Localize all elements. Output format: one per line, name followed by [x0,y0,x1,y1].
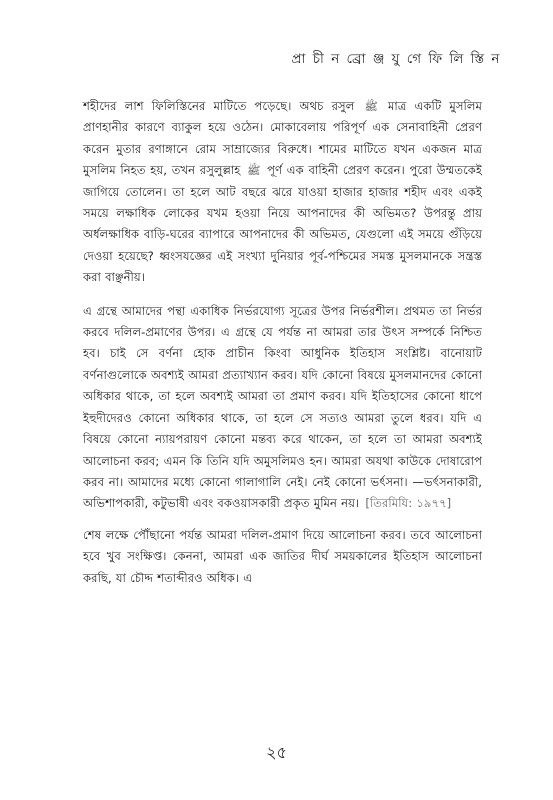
paragraph-2-text: এ গ্রন্থে আমাদের পন্থা একাধিক নির্ভরযোগ্য সূত্রের উপর নির্ভরশীল। প্রথমত তা নির্ভর করবে দলিল-প্রমাণের উপর। এ গ্রন্থে যে পর্যন্ত না আমরা তার উৎস সম্পর্কে নিশ্চিত হব। চাই সে বর্ণনা হোক প্রাচীন কিংবা আধুনিক ইতিহাস সংশ্লিষ্ট। বানোয়াট বর্ণনাগুলোকে অবশ্যই আমরা প্রত্যাখ্যান করব। যদি কোনো বিষয়ে মুসলমানদের কোনো অধিকার থাকে, তা হলে অবশ্যই আমরা তা প্রমাণ করব। যদি ইতিহাসের কোনো ধাপে ইহুদীদেরও কোনো অধিকার থাকে, তা হলে সে সত্যও আমরা তুলে ধরব। যদি এ বিষয়ে কোনো ন্যায়পরায়ণ কোনো মন্তব্য করে থাকেন, তা হলে তা আমরা অবশ্যই আলোচনা করব; এমন কি তিনি যদি অমুসলিমও হন। আমরা অযথা কাউকে দোষারোপ করব না। আমাদের মধ্যে কোনো গালাগালি নেই। নেই কোনো ভর্ৎসনা। —ভর্ৎসনাকারী, অভিশাপকারী, কটুভাষী এবং বকওয়াসকারী প্রকৃত মুমিন নয়। [83,303,482,511]
paragraph-3-text: শেষ লক্ষে পৌঁছানো পর্যন্ত আমরা দলিল-প্রমাণ দিয়ে আলোচনা করব। তবে আলোচনা হবে খুব সংক্ষিপ্ত। কেননা, আমরা এক জাতির দীর্ঘ সময়কালের ইতিহাস আলোচনা করছি, যা চৌদ্দ শতাব্দীরও অধিক। এ [83,527,482,585]
salutation-symbol: ﷺ [364,100,378,113]
paragraph-1-part-1: শহীদের লাশ ফিলিস্তিনের মাটিতে পড়েছে। অথচ রসুল [83,99,355,113]
salutation-symbol: ﷺ [247,164,261,178]
running-head: প্রা চী ন ব্রো ঞ্জ যু গে ফি লি স্তি ন [291,51,501,67]
paragraph-2 [83,301,482,515]
paragraph-3 [83,525,482,589]
page-number: ২৫ [266,743,287,762]
paragraph-1-part-3: পূর্ণ এক বাহিনী প্রেরণ করেন। পুরো উম্মতকেই জাগিয়ে তোলেন। তা হলে আট বছরে ঝরে যাওয়া হাজার হাজার শহীদ এবং একই সময়ে লক্ষাধিক লোকের যখম হওয়া নিয়ে আপনাদের কী অভিমত? উপরন্তু প্রায় অর্ধলক্ষাধিক বাড়ি-ঘরের ব্যাপারে আপনাদের কী অভিমত, যেগুলো এই সময়ে গুঁড়িয়ে দেওয়া হয়েছে? ধ্বংসযজ্ঞের এই সংখ্যা দুনিয়ার পূর্ব-পশ্চিমের সমস্ত মুসলমানকে সন্ত্রস্ত করা বাঞ্ছনীয়। [83,163,482,285]
body-text [83,96,482,599]
paragraph-1 [83,96,482,289]
citation-reference: [তিরমিযি: ১৯৭৭] [365,496,452,511]
paragraph-1-part-2: মাত্র একটি মুসলিম প্রাণহানীর কারণে ব্যাকুল হয়ে ওঠেন। মোকাবেলায় পরিপূর্ণ এক সেনাবাহিনী প্রেরণ করেন মুতার রণাঙ্গানে রোম সাম্রাজ্যের বিরুধে। শামের মাটিতে যখন একজন মাত্র মুসলিম নিহত হয়, তখন রসুলুল্লাহ [83,99,483,178]
